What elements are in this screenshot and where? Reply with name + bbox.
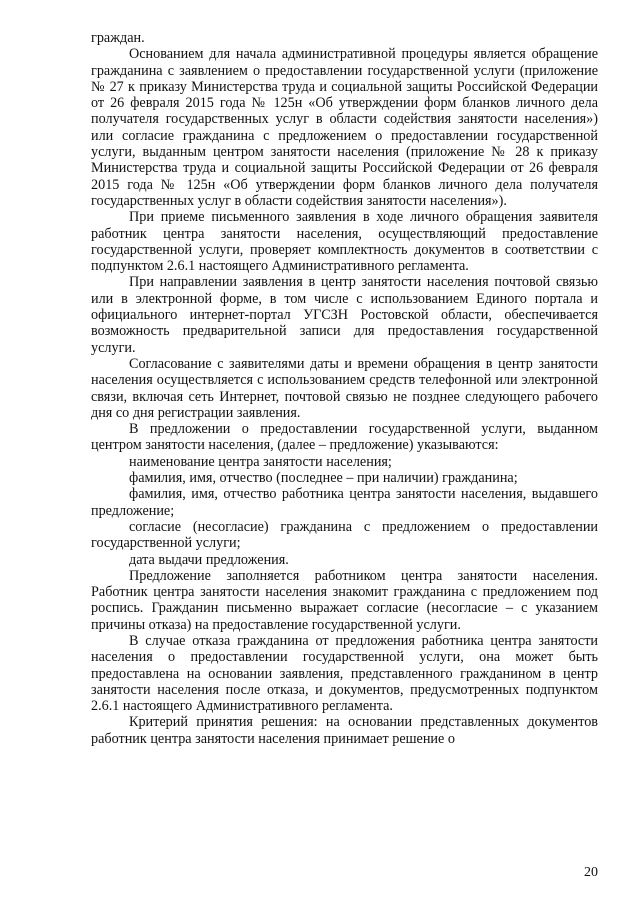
list-item-issue-date: дата выдачи предложения.	[129, 551, 289, 568]
paragraph-refusal-case: В случае отказа гражданина от предложения работника центра занятости населения о предоставлении государственной услуги, она может быть предоставлена на основании заявления, представленного гражданином в центр занятости населения после отказа, и документов, предусмотренных подпунктом 2.6.1 настоящего Административного регламента.	[91, 632, 598, 715]
list-item-worker-name: фамилия, имя, отчество работника центра занятости населения, выдавшего предложение;	[91, 486, 598, 519]
paragraph-basis: Основанием для начала административной процедуры является обращение гражданина с заявлением о предоставлении государственной услуги (приложение № 27 к приказу Министерства труда и социальной защиты Российской Федерации от 26 февраля 2015 года № 125н «Об утверждении форм бланков личного дела получателя государственных услуг в области содействия занятости населения») или согласие гражданина с предложением о предоставлении государственной услуги, выданным центром занятости населения (приложение № 28 к приказу Министерства труда и социальной защиты Российской Федерации от 26 февраля 2015 года № 125н «Об утверждении форм бланков личного дела получателя государственных услуг в области содействия занятости населения»).	[91, 46, 598, 209]
paragraph-decision-criterion: Критерий принятия решения: на основании представленных документов работник центра занятости населения принимает решение о	[91, 714, 598, 747]
list-item-center-name: наименование центра занятости населения;	[129, 453, 392, 470]
list-item-citizen-name: фамилия, имя, отчество (последнее – при наличии) гражданина;	[129, 470, 518, 487]
page-number: 20	[584, 865, 598, 880]
list-item-consent: согласие (несогласие) гражданина с предложением о предоставлении государственной услуги;	[91, 518, 598, 552]
paragraph-continuation: граждан.	[91, 30, 145, 46]
paragraph-proposal-contents: В предложении о предоставлении государственной услуги, выданном центром занятости населения, (далее – предложение) указываются:	[91, 421, 598, 454]
paragraph-postal-application: При направлении заявления в центр занятости населения почтовой связью или в электронной форме, в том числе с использованием Единого портала и официального интернет-портал УГСЗН Ростовской области, обеспечивается возможность предварительной записи для предоставления государственной услуги.	[91, 274, 598, 356]
paragraph-proposal-filling: Предложение заполняется работником центра занятости населения. Работник центра занятости населения знакомит гражданина с предложением под роспись. Гражданин письменно выражает согласие (несогласие – с указанием причины отказа) на предоставление государственной услуги.	[91, 567, 598, 633]
document-body	[91, 30, 598, 747]
paragraph-appointment-agreement: Согласование с заявителями даты и времени обращения в центр занятости населения осуществляется с использованием средств телефонной или электронной связи, включая сеть Интернет, почтовой связью не позднее следующего рабочего дня со дня регистрации заявления.	[91, 355, 598, 421]
paragraph-personal-application: При приеме письменного заявления в ходе личного обращения заявителя работник центра занятости населения, осуществляющий предоставление государственной услуги, проверяет комплектность документов в соответствии с подпунктом 2.6.1 настоящего Административного регламента.	[91, 209, 598, 275]
